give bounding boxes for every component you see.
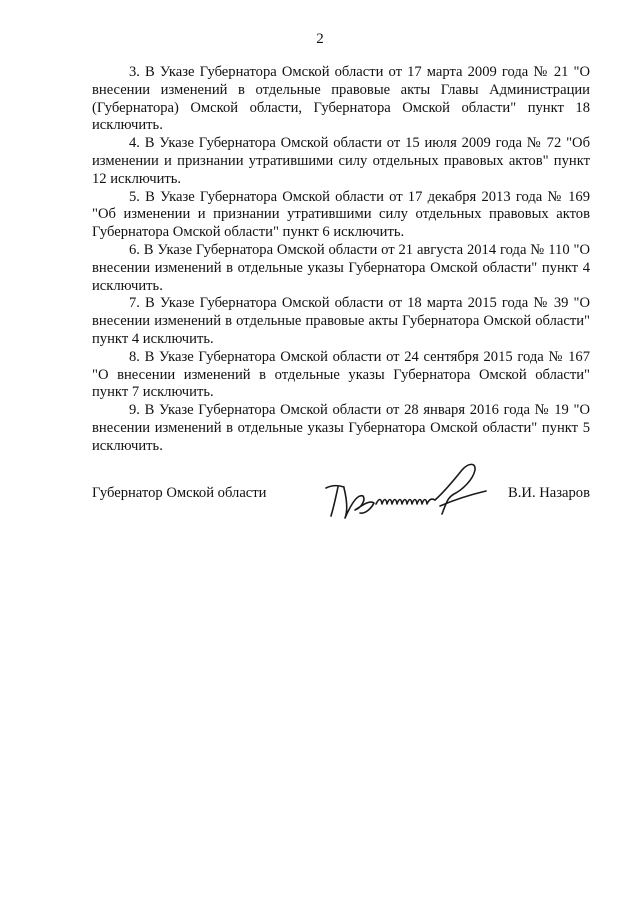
paragraph-item-9: 9. В Указе Губернатора Омской области от 28 января 2016 года № 19 "О внесении изменений в отдельные указы Губернатора Омской области" пункт 5 исключить. [92, 402, 590, 454]
paragraph-item-3: 3. В Указе Губернатора Омской области от 17 марта 2009 года № 21 "О внесении изменений в отдельные правовые акты Главы Администрации (Губернатора) Омской области, Губернатора Омской области" пункт 18 исключить. [92, 64, 590, 134]
page-number: 2 [316, 31, 324, 47]
handwritten-signature [314, 458, 504, 524]
paragraph-item-7: 7. В Указе Губернатора Омской области от 18 марта 2015 года № 39 "О внесении изменений в отдельные правовые акты Губернатора Омской области" пункт 4 исключить. [92, 295, 590, 347]
paragraph-item-4: 4. В Указе Губернатора Омской области от 15 июля 2009 года № 72 "Об изменении и признании утратившими силу отдельных правовых актов" пункт 12 исключить. [92, 135, 590, 187]
paragraph-item-6: 6. В Указе Губернатора Омской области от 21 августа 2014 года № 110 "О внесении изменений в отдельные указы Губернатора Омской области" пункт 4 исключить. [92, 241, 590, 294]
paragraph-item-8: 8. В Указе Губернатора Омской области от 24 сентября 2015 года № 167 "О внесении изменений в отдельные указы Губернатора Омской области" пункт 7 исключить. [92, 348, 590, 401]
document-body [92, 64, 590, 456]
paragraph-item-5: 5. В Указе Губернатора Омской области от 17 декабря 2013 года № 169 "Об изменении и признании утратившими силу отдельных правовых актов Губернатора Омской области" пункт 6 исключить. [92, 188, 590, 241]
signatory-title: Губернатор Омской области [92, 485, 267, 501]
signature-block [92, 458, 590, 528]
signatory-name: В.И. Назаров [508, 485, 590, 501]
